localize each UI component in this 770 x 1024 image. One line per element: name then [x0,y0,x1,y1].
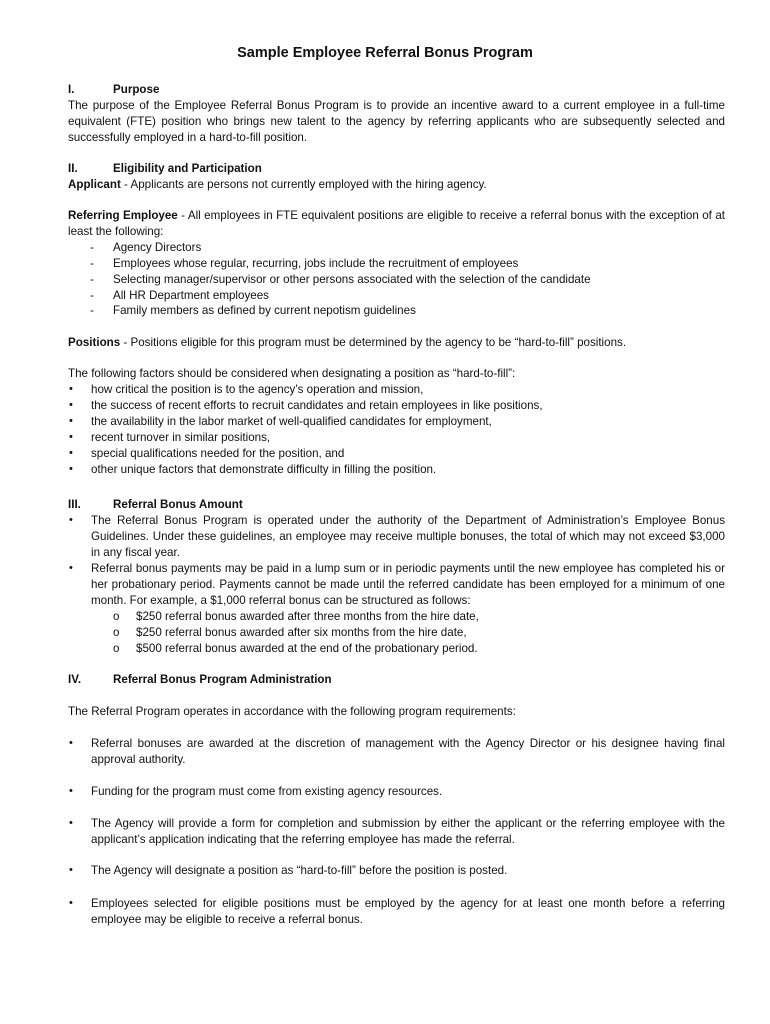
bonus-payments-line-3: month. For example, a $1,000 referral bonus can be structured as follows: [91,593,471,607]
factor-item [68,430,725,446]
requirement-4-line-1: The Agency will designate a position as “hard-to-fill” before the position is posted. [91,864,508,877]
factors-intro: The following factors should be considered when designating a position as “hard-to-fill”: [68,367,516,380]
factor-text: the success of recent efforts to recruit candidates and retain employees in like positions, [91,399,543,412]
bullet-marker: • [69,817,73,829]
requirement-1-line-2: approval authority. [91,752,186,766]
section-3-heading [68,497,243,513]
section-4-title: Referral Bonus Program Administration [113,673,332,686]
bullet-marker: • [69,431,73,443]
dash-marker: - [90,241,94,254]
referring-employee-text: - All employees in FTE equivalent positions are eligible to receive a referral bonus with the exception of at [177,209,726,222]
section-4-heading [68,672,332,688]
requirement-3-line-2: applicant’s application indicating that the referring employee has made the referral. [91,832,515,846]
factor-text: how critical the position is to the agency’s operation and mission, [91,383,424,396]
requirement-5-line-2: employee may be eligible to receive a referral bonus. [91,912,363,926]
exception-text: Family members as defined by current nepotism guidelines [113,304,416,317]
factor-item [68,462,725,478]
bullet-marker: • [69,383,73,395]
exception-text: Employees whose regular, recurring, jobs include the recruitment of employees [113,257,519,270]
positions-text: - Positions eligible for this program must be determined by the agency to be “hard-to-fill” positions. [120,336,627,349]
section-2-title: Eligibility and Participation [113,162,262,175]
bonus-authority-line-2: Guidelines. Under these guidelines, an employee may receive multiple bonuses, the total of which may not exceed $3,000 [91,529,725,543]
section-3-title: Referral Bonus Amount [113,498,243,511]
requirement-item [68,784,725,800]
schedule-item [113,641,478,657]
requirement-item [68,896,725,928]
factor-item [68,414,725,430]
exception-text: Agency Directors [113,241,202,254]
bullet-marker: • [69,897,73,909]
exception-item [90,288,269,304]
requirement-item [68,863,725,879]
bullet-marker: • [69,415,73,427]
section-2-heading [68,161,262,177]
dash-marker: - [90,257,94,270]
purpose-line-2: equivalent (FTE) position who brings new talent to the agency by referring applicants who are subsequently selected and [68,115,725,128]
applicant-text: - Applicants are persons not currently employed with the hiring agency. [120,178,487,191]
bonus-payments-item [68,561,725,608]
bullet-marker: • [69,399,73,411]
bullet-marker: • [69,562,73,574]
bonus-authority-item [68,513,725,560]
schedule-text: $250 referral bonus awarded after six months from the hire date, [136,626,467,639]
bonus-authority-line-1: The Referral Bonus Program is operated under the authority of the Department of Administration’s Employee Bonus [91,514,725,527]
factor-item [68,446,725,462]
sub-bullet-marker: o [113,610,120,623]
bullet-marker: • [69,785,73,797]
factor-text: recent turnover in similar positions, [91,431,271,444]
bullet-marker: • [69,737,73,749]
dash-marker: - [90,304,94,317]
section-1-number: I. [68,83,75,96]
exception-item [90,256,518,272]
bonus-payments-line-2: her probationary period. Payments cannot be made until the referred candidate has been employed for a minimum of one [91,577,725,591]
factor-item [68,382,725,398]
requirement-item [68,816,725,848]
requirement-item [68,736,725,768]
referring-employee-line-2: least the following: [68,225,164,238]
requirement-5-line-1: Employees selected for eligible positions must be employed by the agency for at least one month before a referring [91,897,725,910]
factor-text: the availability in the labor market of well-qualified candidates for employment, [91,415,492,428]
purpose-line-3: successfully employed in a hard-to-fill position. [68,131,308,144]
section-3-number: III. [68,498,81,511]
exception-text: All HR Department employees [113,289,269,302]
requirement-2-line-1: Funding for the program must come from existing agency resources. [91,785,443,798]
document-title: Sample Employee Referral Bonus Program [237,45,533,61]
section-1-title: Purpose [113,83,160,96]
dash-marker: - [90,273,94,286]
positions-label: Positions [68,336,121,349]
dash-marker: - [90,289,94,302]
positions-definition [68,335,725,351]
referring-employee-label: Referring Employee [68,209,178,222]
factor-item [68,398,725,414]
factor-text: other unique factors that demonstrate difficulty in filling the position. [91,463,437,476]
exception-text: Selecting manager/supervisor or other persons associated with the selection of the candidate [113,273,591,286]
applicant-label: Applicant [68,178,121,191]
schedule-item [113,609,479,625]
schedule-text: $250 referral bonus awarded after three months from the hire date, [136,610,479,623]
schedule-text: $500 referral bonus awarded at the end of the probationary period. [136,642,478,655]
exception-item [90,272,591,288]
referring-employee-line-1 [68,208,725,224]
section-4-number: IV. [68,673,82,686]
bullet-marker: • [69,447,73,459]
purpose-line-1: The purpose of the Employee Referral Bonus Program is to provide an incentive award to a current employee in a full-time [68,99,725,112]
bonus-authority-line-3: in any fiscal year. [91,545,180,559]
factor-text: special qualifications needed for the position, and [91,447,345,460]
sub-bullet-marker: o [113,642,120,655]
bullet-marker: • [69,463,73,475]
requirements-intro: The Referral Program operates in accordance with the following program requirements: [68,705,516,718]
bullet-marker: • [69,864,73,876]
requirement-3-line-1: The Agency will provide a form for completion and submission by either the applicant or the referring employee with the [91,817,725,830]
section-2-number: II. [68,162,78,175]
applicant-definition [68,177,725,193]
requirement-1-line-1: Referral bonuses are awarded at the discretion of management with the Agency Director or his designee having final [91,737,725,750]
section-1-heading [68,82,159,98]
exception-item [90,240,201,256]
exception-item [90,303,416,319]
sub-bullet-marker: o [113,626,120,639]
schedule-item [113,625,467,641]
bullet-marker: • [69,514,73,526]
bonus-payments-line-1: Referral bonus payments may be paid in a lump sum or in periodic payments until the new employee has completed his or [91,562,725,575]
